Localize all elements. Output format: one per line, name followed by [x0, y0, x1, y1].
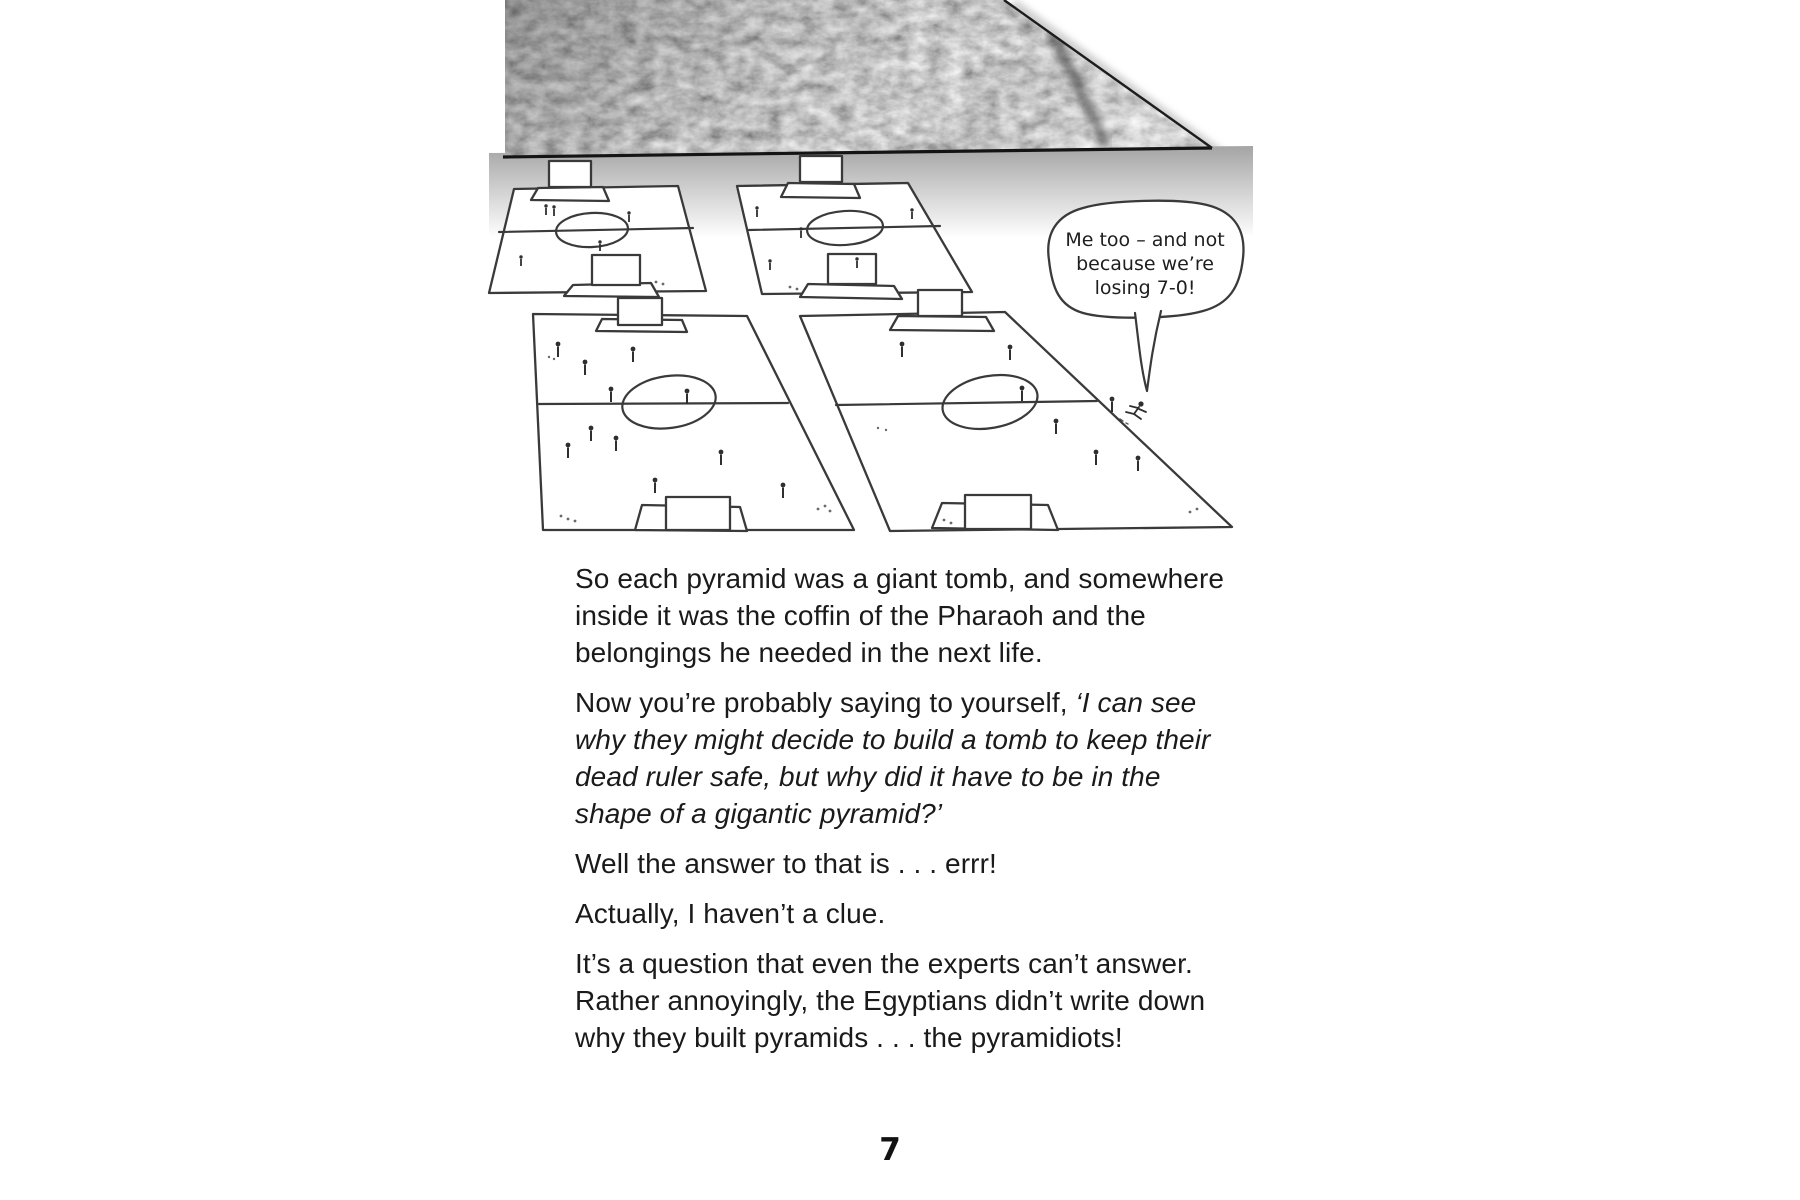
text-segment: Actually, I haven’t a clue. [575, 898, 886, 929]
goal-area [781, 183, 860, 198]
paragraph [575, 684, 1233, 832]
speech-bubble-line: Me too – and not [1065, 229, 1225, 251]
goal [828, 254, 876, 284]
paragraph [575, 845, 1233, 882]
running-figure [1120, 401, 1146, 424]
text-segment: So each pyramid was a giant tomb, and somewhere inside it was the coffin of the Pharaoh and the belongings he needed in the next life. [575, 563, 1225, 668]
goal [965, 495, 1031, 529]
goal [549, 161, 591, 187]
text-segment: ‘I can see why they might decide to build a tomb to keep their dead ruler safe, but why did it have to be in the shape of a gigantic pyramid?’ [575, 687, 1211, 829]
goal [618, 298, 662, 325]
speech-bubble-line: losing 7-0! [1094, 277, 1196, 299]
goal [592, 255, 640, 285]
football-pitch-bottom-right [800, 290, 1232, 531]
paragraph [575, 895, 1233, 932]
goal [918, 290, 962, 316]
pyramid-photo [500, 0, 1220, 168]
goal [800, 156, 842, 182]
speech-bubble [1048, 201, 1243, 391]
text-segment: It’s a question that even the experts can’t answer. Rather annoyingly, the Egyptians didn’t write down why they built pyramids . . . the pyramidiots! [575, 948, 1206, 1053]
text-segment: Now you’re probably saying to yourself, [575, 687, 1076, 718]
paragraph [575, 560, 1233, 671]
text-segment: Well the answer to that is . . . errr! [575, 848, 997, 879]
goal-area [531, 187, 609, 201]
speech-bubble-line: because we’re [1076, 253, 1214, 275]
goal [666, 497, 730, 530]
page-number: 7 [879, 1132, 901, 1168]
pyramids-football-cartoon [0, 0, 1800, 560]
goal-area [800, 284, 902, 299]
page-text [575, 560, 1233, 1069]
paragraph [575, 945, 1233, 1056]
goal-area [890, 316, 994, 331]
